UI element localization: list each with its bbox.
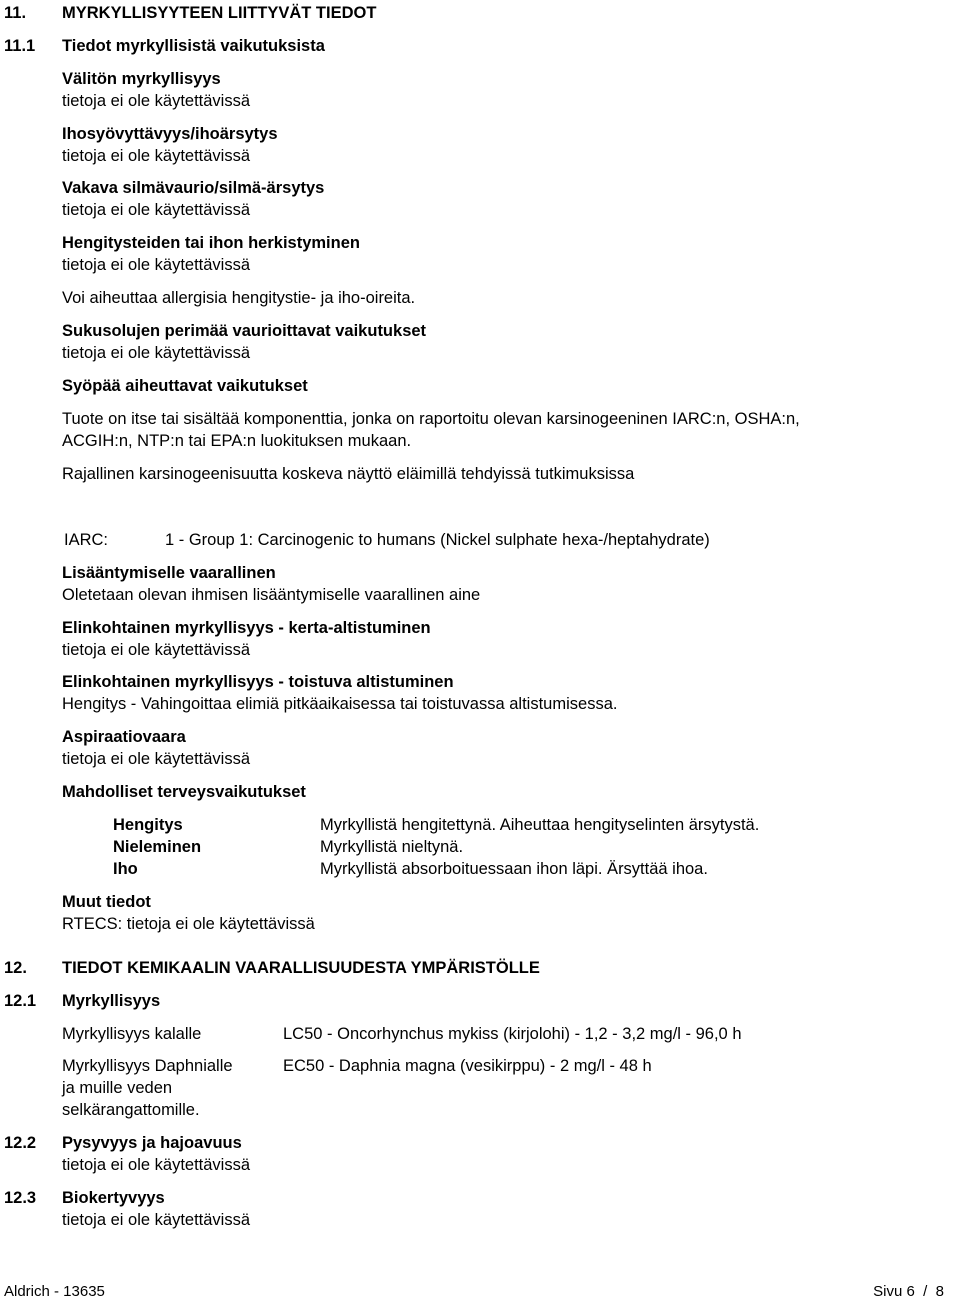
health-effect-inhalation: Myrkyllistä hengitettynä. Aiheuttaa hengityselinten ärsytystä. [320,816,760,834]
stot-repeated-value: Hengitys - Vahingoittaa elimiä pitkäaikaisessa tai toistuvassa altistumisessa. [62,695,618,713]
daphnia-toxicity-label-line3: selkärangattomille. [62,1101,200,1119]
section-12-1-number: 12.1 [4,992,37,1010]
stot-single-value: tietoja ei ole käytettävissä [62,641,251,659]
skin-corrosion-heading: Ihosyövyttävyys/ihoärsytys [62,125,278,143]
section-12-1-heading: Myrkyllisyys [62,992,161,1010]
health-effect-skin: Myrkyllistä absorboituessaan ihon läpi. Ärsyttää ihoa. [320,860,708,878]
stot-single-heading: Elinkohtainen myrkyllisyys - kerta-altistuminen [62,619,431,637]
section-11-1-title: Tiedot myrkyllisistä vaikutuksista [62,37,325,55]
section-11-1-number: 11.1 [4,37,36,55]
bioaccumulation-value: tietoja ei ole käytettävissä [62,1211,251,1229]
carcinogenicity-heading: Syöpää aiheuttavat vaikutukset [62,377,308,395]
health-effect-ingestion: Myrkyllistä nieltynä. [320,838,464,856]
footer-page-number: Sivu 6 / 8 [873,1283,944,1300]
acute-toxicity-heading: Välitön myrkyllisyys [62,70,221,88]
daphnia-toxicity-label-line1: Myrkyllisyys Daphnialle [62,1057,233,1075]
carcinogenicity-evidence: Rajallinen karsinogeenisuutta koskeva näyttö eläimillä tehdyissä tutkimuksissa [62,465,635,483]
aspiration-value: tietoja ei ole käytettävissä [62,750,251,768]
other-info-heading: Muut tiedot [62,893,151,911]
persistence-heading: Pysyvyys ja hajoavuus [62,1134,242,1152]
eye-damage-heading: Vakava silmävaurio/silmä-ärsytys [62,179,325,197]
footer-product-id: Aldrich - 13635 [4,1283,105,1300]
section-12-title: TIEDOT KEMIKAALIN VAARALLISUUDESTA YMPÄRISTÖLLE [62,959,540,977]
eye-damage-value: tietoja ei ole käytettävissä [62,201,251,219]
section-12-3-number: 12.3 [4,1189,37,1207]
fish-toxicity-label: Myrkyllisyys kalalle [62,1025,202,1043]
bioaccumulation-heading: Biokertyvyys [62,1189,165,1207]
acute-toxicity-value: tietoja ei ole käytettävissä [62,92,251,110]
daphnia-toxicity-value: EC50 - Daphnia magna (vesikirppu) - 2 mg/l - 48 h [283,1057,652,1075]
sensitization-heading: Hengitysteiden tai ihon herkistyminen [62,234,360,252]
section-12-2-number: 12.2 [4,1134,37,1152]
iarc-value: 1 - Group 1: Carcinogenic to humans (Nickel sulphate hexa-/heptahydrate) [165,531,710,549]
section-11-number: 11. [4,4,27,22]
reproductive-value: Oletetaan olevan ihmisen lisääntymiselle vaarallinen aine [62,586,481,604]
health-route-skin: Iho [113,860,138,878]
fish-toxicity-value: LC50 - Oncorhynchus mykiss (kirjolohi) - 1,2 - 3,2 mg/l - 96,0 h [283,1025,742,1043]
reproductive-heading: Lisääntymiselle vaarallinen [62,564,276,582]
health-route-ingestion: Nieleminen [113,838,202,856]
sensitization-value: tietoja ei ole käytettävissä [62,256,251,274]
health-route-inhalation: Hengitys [113,816,183,834]
carcinogenicity-text-line2: ACGIH:n, NTP:n tai EPA:n luokituksen mukaan. [62,432,412,450]
daphnia-toxicity-label-line2: ja muille veden [62,1079,173,1097]
aspiration-heading: Aspiraatiovaara [62,728,186,746]
stot-repeated-heading: Elinkohtainen myrkyllisyys - toistuva altistuminen [62,673,454,691]
other-info-value: RTECS: tietoja ei ole käytettävissä [62,915,315,933]
section-12-number: 12. [4,959,27,977]
skin-corrosion-value: tietoja ei ole käytettävissä [62,147,251,165]
sensitization-note: Voi aiheuttaa allergisia hengitystie- ja iho-oireita. [62,289,416,307]
germ-cell-heading: Sukusolujen perimää vaurioittavat vaikutukset [62,322,427,340]
germ-cell-value: tietoja ei ole käytettävissä [62,344,251,362]
persistence-value: tietoja ei ole käytettävissä [62,1156,251,1174]
section-11-title: MYRKYLLISYYTEEN LIITTYVÄT TIEDOT [62,4,377,22]
health-effects-heading: Mahdolliset terveysvaikutukset [62,783,306,801]
carcinogenicity-text-line1: Tuote on itse tai sisältää komponenttia, jonka on raportoitu olevan karsinogeeninen IARC:n, OSHA:n, [62,410,800,428]
iarc-label: IARC: [64,531,109,549]
